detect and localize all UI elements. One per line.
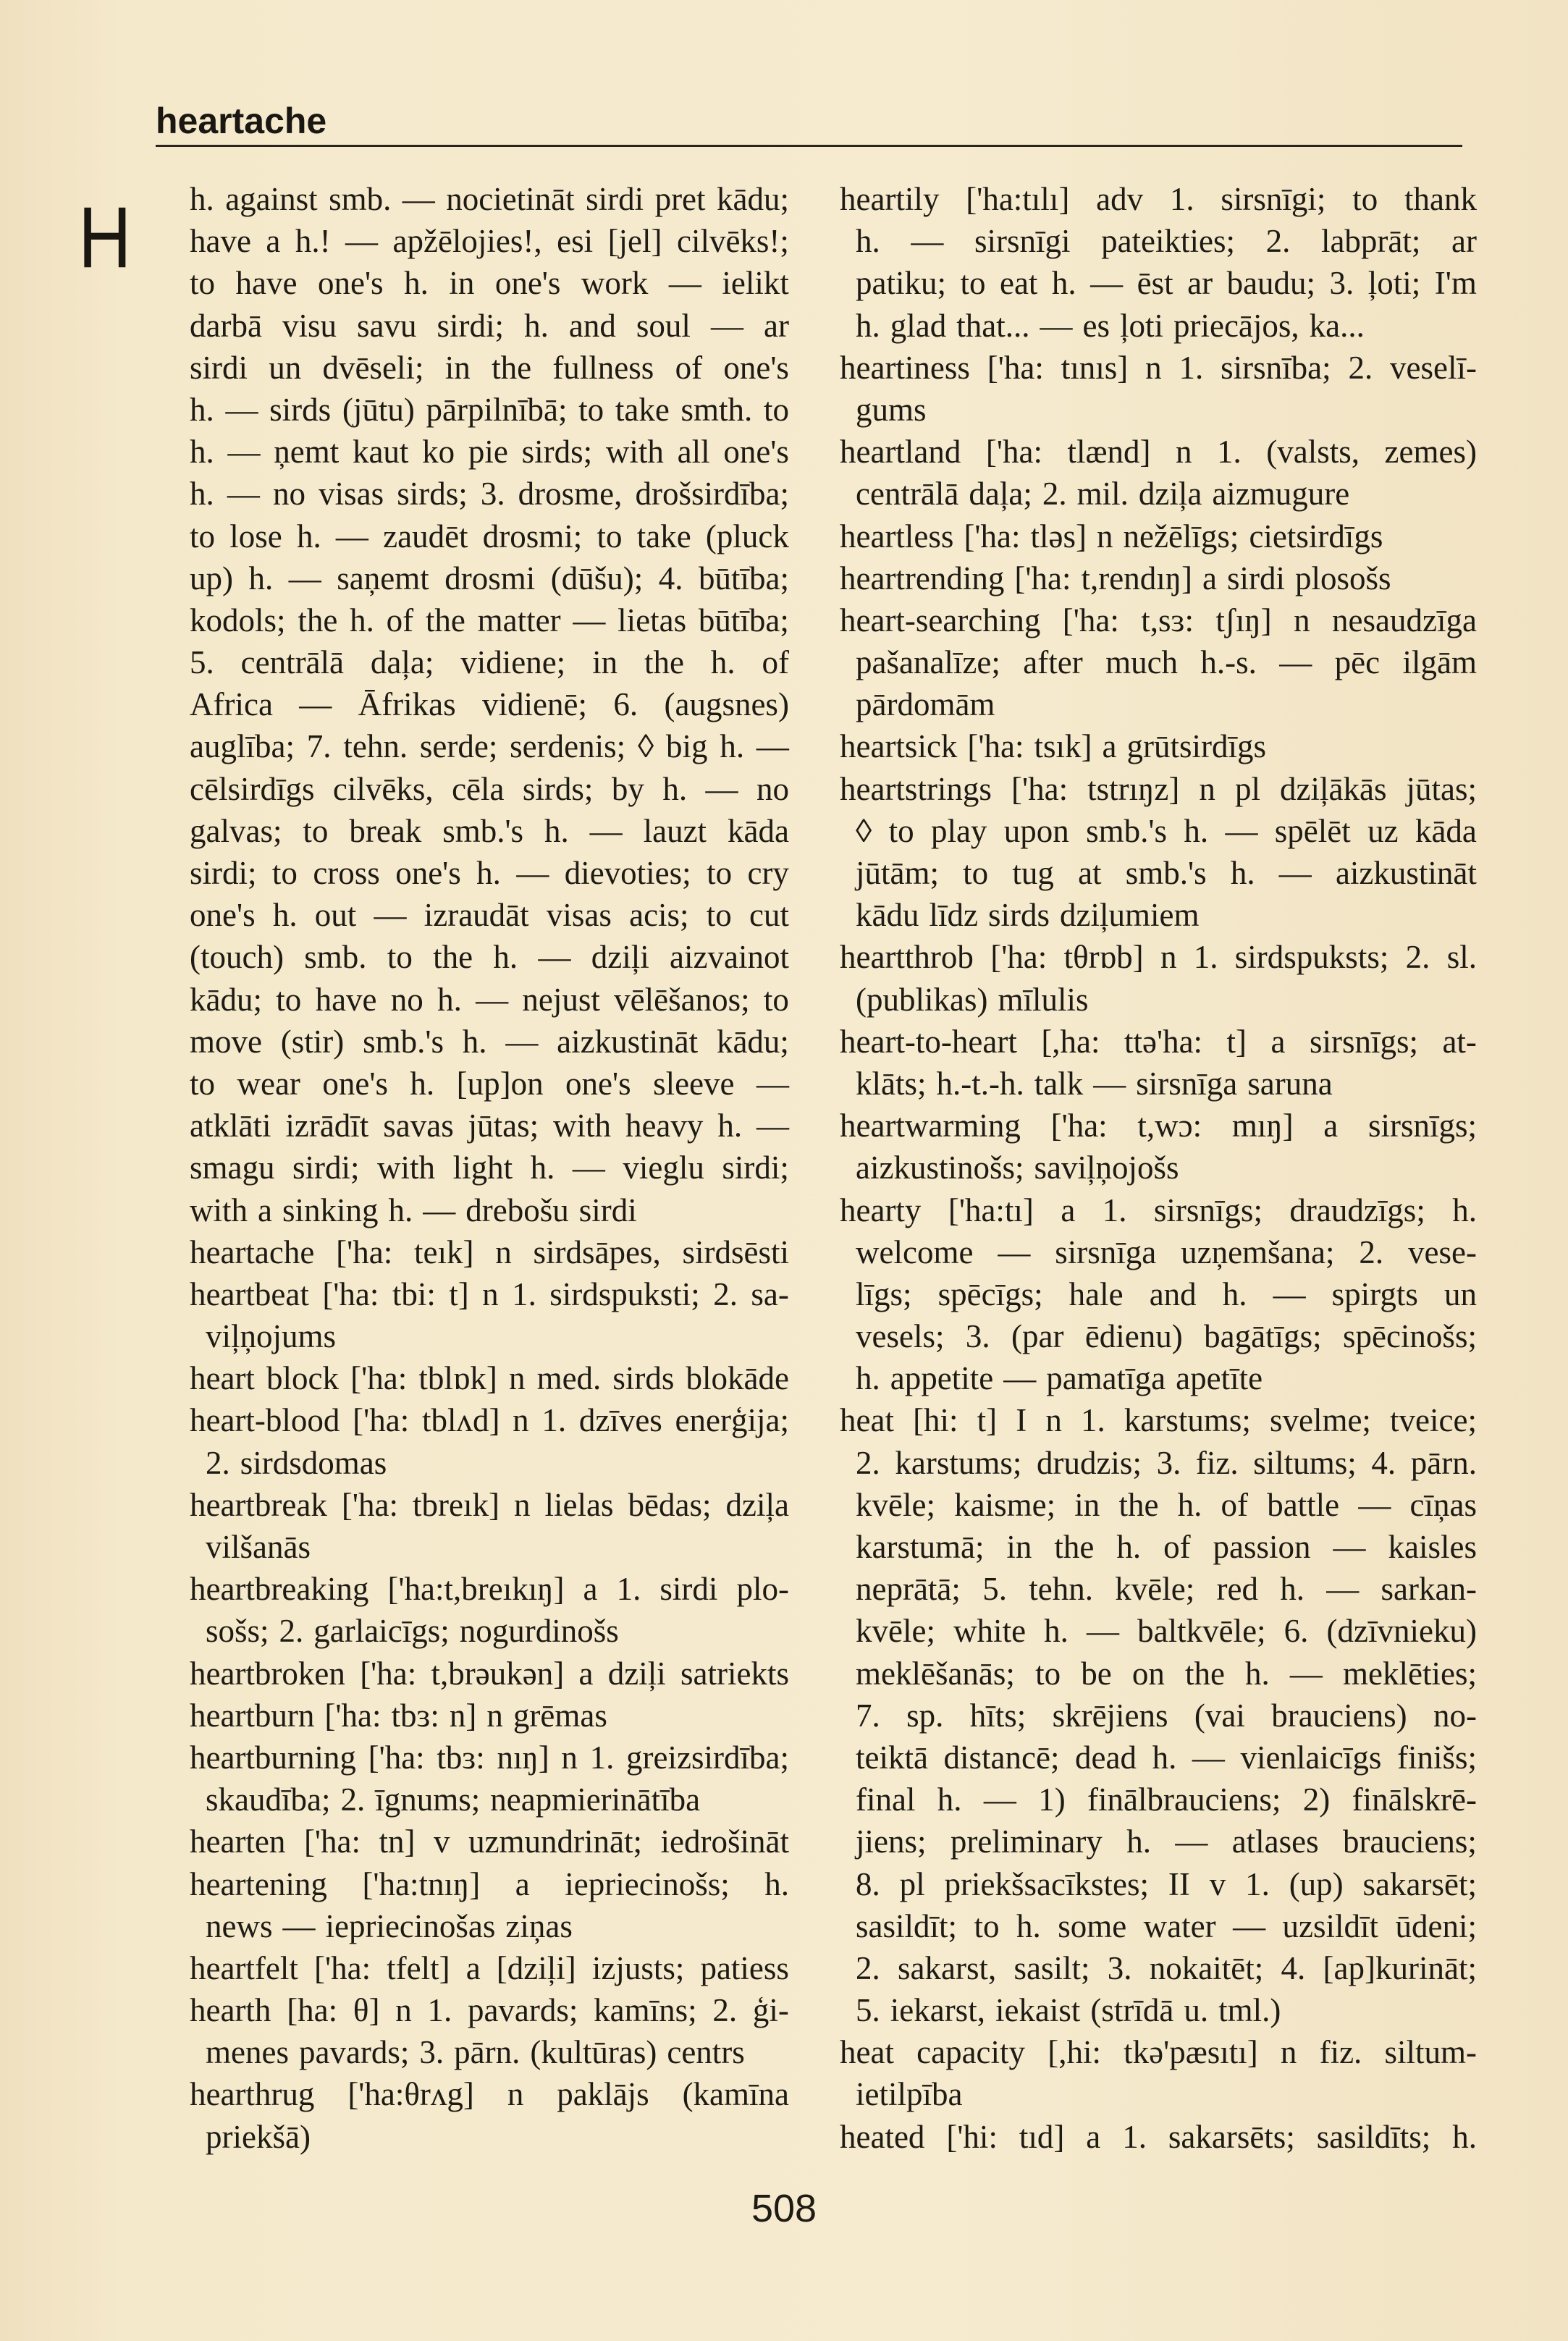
page-number: 508 [751,2187,817,2230]
dictionary-line: sirdi; to cross one's h. — dievoties; to cry [190,855,789,891]
dictionary-line: gums [856,391,927,428]
dictionary-line: up) h. — saņemt drosmi (dūšu); 4. būtība; [190,560,789,596]
dictionary-line: Africa — Āfrikas vidienē; 6. (augsnes) [190,686,789,723]
dictionary-line: priekšā) [206,2118,311,2155]
dictionary-line: 2. sakarst, sasilt; 3. nokaitēt; 4. [ap]kurināt; [856,1949,1477,1986]
dictionary-line: heartburning ['ha: tbɜ: nıŋ] n 1. greizsirdība; [190,1739,789,1776]
dictionary-line: heartbeat ['ha: tbi: t] n 1. sirdspuksti; 2. sa- [190,1275,789,1312]
dictionary-line: jiens; preliminary h. — atlases brauciens; [856,1823,1477,1860]
guide-word: heartache [156,101,327,141]
dictionary-line: ietilpība [856,2076,963,2113]
dictionary-line: karstumā; in the h. of passion — kaisles [856,1529,1477,1565]
dictionary-line: to lose h. — zaudēt drosmi; to take (pluck [190,518,789,554]
dictionary-line: to wear one's h. [up]on one's sleeve — [190,1065,789,1102]
dictionary-line: heartiness ['ha: tınıs] n 1. sirsnība; 2. veselī- [840,349,1477,386]
dictionary-line: 2. sirdsdomas [206,1444,387,1481]
dictionary-line: hearth [ha: θ] n 1. pavards; kamīns; 2. ģi- [190,1992,789,2029]
dictionary-line: sirdi un dvēseli; in the fullness of one's [190,349,789,386]
dictionary-line: (touch) smb. to the h. — dziļi aizvainot [190,939,789,976]
dictionary-line: heart block ['ha: tblɒk] n med. sirds blokāde [190,1360,789,1397]
dictionary-line: heartening ['ha:tnıŋ] a iepriecinošs; h. [190,1865,789,1902]
dictionary-line: vilšanās [206,1529,311,1565]
dictionary-line: heart-searching ['ha: t,sɜ: tʃıŋ] n nesaudzīga [840,602,1477,638]
dictionary-line: kvēle; white h. — baltkvēle; 6. (dzīvnieku) [856,1613,1477,1650]
dictionary-line: heartburn ['ha: tbɜ: n] n grēmas [190,1697,607,1734]
dictionary-line: heartbreak ['ha: tbreık] n lielas bēdas; dziļa [190,1486,789,1523]
dictionary-line: hearten ['ha: tn] v uzmundrināt; iedrošināt [190,1823,789,1860]
dictionary-line: sasildīt; to h. some water — uzsildīt ūdeni; [856,1907,1477,1944]
dictionary-line: heartless ['ha: tləs] n nežēlīgs; cietsirdīgs [840,518,1383,554]
dictionary-line: h. glad that... — es ļoti priecājos, ka... [856,307,1365,344]
dictionary-line: galvas; to break smb.'s h. — lauzt kāda [190,812,789,849]
dictionary-line: patiku; to eat h. — ēst ar baudu; 3. ļoti; I'm [856,265,1477,302]
dictionary-line: vesels; 3. (par ēdienu) bagātīgs; spēcinošs; [856,1318,1477,1355]
dictionary-line: sošs; 2. garlaicīgs; nogurdinošs [206,1613,619,1650]
dictionary-line: klāts; h.-t.-h. talk — sirsnīga saruna [856,1065,1333,1102]
dictionary-line: heat [hi: t] I n 1. karstums; svelme; tveice; [840,1402,1477,1439]
dictionary-line: heart-blood ['ha: tblʌd] n 1. dzīves enerģija; [190,1402,789,1439]
dictionary-line: heartfelt ['ha: tfelt] a [dziļi] izjusts; patiess [190,1949,789,1986]
dictionary-line: skaudība; 2. īgnums; neapmierinātība [206,1781,701,1818]
dictionary-line: final h. — 1) finālbrauciens; 2) finālskrē- [856,1781,1477,1818]
dictionary-line: heartthrob ['ha: tθrɒb] n 1. sirdspuksts; 2. sl. [840,939,1477,976]
dictionary-line: aizkustinošs; saviļņojošs [856,1150,1179,1186]
dictionary-line: welcome — sirsnīga uzņemšana; 2. vese- [856,1233,1477,1270]
dictionary-line: kvēle; kaisme; in the h. of battle — cīņas [856,1486,1477,1523]
dictionary-line: heartsick ['ha: tsık] a grūtsirdīgs [840,728,1267,765]
dictionary-line: hearthrug ['ha:θrʌg] n paklājs (kamīna [190,2076,789,2113]
dictionary-line: one's h. out — izraudāt visas acis; to cut [190,897,789,934]
dictionary-line: menes pavards; 3. pārn. (kultūras) centrs [206,2034,745,2071]
dictionary-line: centrālā daļa; 2. mil. dziļa aizmugure [856,476,1350,513]
dictionary-line: meklēšanās; to be on the h. — meklēties; [856,1655,1477,1692]
dictionary-line: auglība; 7. tehn. serde; serdenis; ◊ big h. — [190,728,789,765]
dictionary-line: heartstrings ['ha: tstrıŋz] n pl dziļākās jūtas; [840,770,1477,807]
dictionary-line: move (stir) smb.'s h. — aizkustināt kādu; [190,1023,789,1060]
dictionary-line: 8. pl priekšsacīkstes; II v 1. (up) sakarsēt; [856,1865,1477,1902]
dictionary-line: 5. iekarst, iekaist (strīdā u. tml.) [856,1992,1281,2029]
dictionary-line: kodols; the h. of the matter — lietas būtība; [190,602,789,638]
dictionary-line: darbā visu savu sirdi; h. and soul — ar [190,307,789,344]
dictionary-line: h. appetite — pamatīga apetīte [856,1360,1263,1397]
dictionary-line: heated ['hi: tıd] a 1. sakarsēts; sasildīts; h. [840,2118,1477,2155]
dictionary-line: 2. karstums; drudzis; 3. fiz. siltums; 4. pārn. [856,1444,1477,1481]
dictionary-line: heartbreaking ['ha:t,breıkıŋ] a 1. sirdi plo- [190,1571,789,1608]
header-rule [156,145,1462,147]
dictionary-line: have a h.! — apžēlojies!, esi [jel] cilvēks!; [190,223,789,260]
dictionary-line: heat capacity [,hi: tkə'pæsıtı] n fiz. siltum- [840,2034,1477,2071]
dictionary-line: kādu līdz sirds dziļumiem [856,897,1200,934]
dictionary-line: līgs; spēcīgs; hale and h. — spirgts un [856,1275,1477,1312]
dictionary-line: pašanalīze; after much h.-s. — pēc ilgām [856,644,1477,681]
dictionary-line: h. — no visas sirds; 3. drosme, drošsirdība; [190,476,789,513]
dictionary-line: smagu sirdi; with light h. — vieglu sirdi; [190,1150,789,1186]
dictionary-line: hearty ['ha:tı] a 1. sirsnīgs; draudzīgs; h. [840,1191,1477,1228]
dictionary-line: teiktā distancē; dead h. — vienlaicīgs finišs; [856,1739,1477,1776]
dictionary-line: kādu; to have no h. — nejust vēlēšanos; to [190,981,789,1018]
dictionary-line: viļņojums [206,1318,337,1355]
dictionary-line: jūtām; to tug at smb.'s h. — aizkustināt [856,855,1477,891]
dictionary-line: heartily ['ha:tılı] adv 1. sirsnīgi; to thank [840,181,1477,217]
dictionary-line: h. — sirds (jūtu) pārpilnībā; to take smth. to [190,391,789,428]
dictionary-line: heartbroken ['ha: t,brəukən] a dziļi satriekts [190,1655,789,1692]
dictionary-line: pārdomām [856,686,995,723]
dictionary-line: 5. centrālā daļa; vidiene; in the h. of [190,644,789,681]
right-column [840,178,1477,2158]
dictionary-line: heartwarming ['ha: t,wɔ: mıŋ] a sirsnīgs; [840,1108,1477,1144]
dictionary-line: ◊ to play upon smb.'s h. — spēlēt uz kāda [856,812,1477,849]
dictionary-line: atklāti izrādīt savas jūtas; with heavy h. — [190,1108,789,1144]
dictionary-line: with a sinking h. — drebošu sirdi [190,1191,637,1228]
dictionary-line: heartache ['ha: teık] n sirdsāpes, sirdsēsti [190,1233,789,1270]
dictionary-line: h. against smb. — nocietināt sirdi pret kādu; [190,181,789,217]
dictionary-line: (publikas) mīlulis [856,981,1089,1018]
dictionary-line: to have one's h. in one's work — ielikt [190,265,789,302]
dictionary-line: heart-to-heart [,ha: ttə'ha: t] a sirsnīgs; at- [840,1023,1477,1060]
dictionary-line: heartland ['ha: tlænd] n 1. (valsts, zemes) [840,434,1477,471]
left-column [190,178,789,2158]
letter-tab: H [78,189,132,286]
dictionary-line: 7. sp. hīts; skrējiens (vai brauciens) no- [856,1697,1477,1734]
dictionary-line: news — iepriecinošas ziņas [206,1907,573,1944]
dictionary-line: heartrending ['ha: t,rendıŋ] a sirdi plosošs [840,560,1391,596]
dictionary-line: cēlsirdīgs cilvēks, cēla sirds; by h. — no [190,770,789,807]
dictionary-line: h. — sirsnīgi pateikties; 2. labprāt; ar [856,223,1477,260]
dictionary-line: neprātā; 5. tehn. kvēle; red h. — sarkan- [856,1571,1477,1608]
dictionary-line: h. — ņemt kaut ko pie sirds; with all one's [190,434,789,471]
